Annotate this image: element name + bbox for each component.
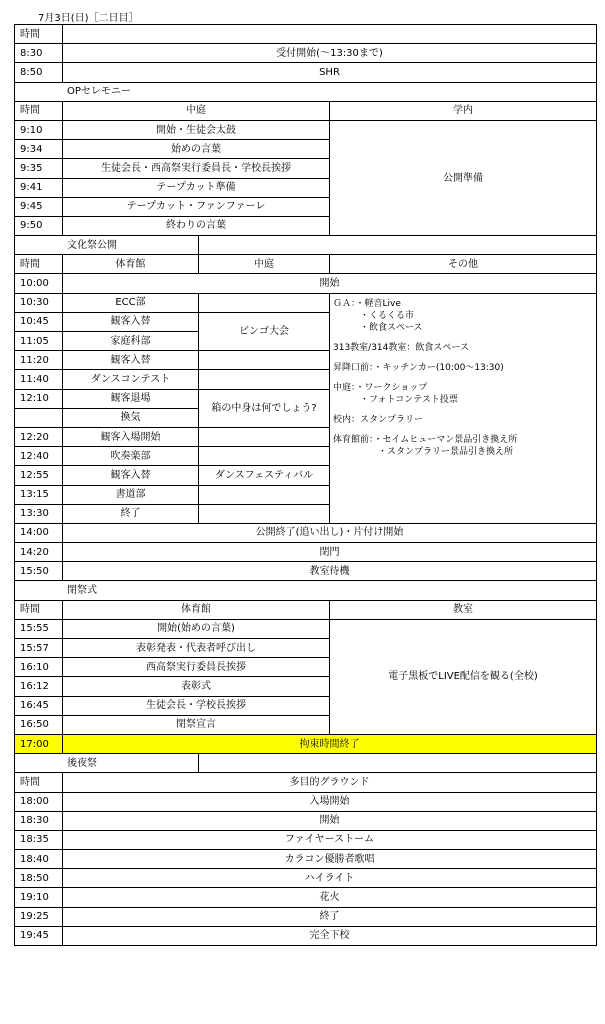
column-header: 体育館 [63, 600, 330, 619]
time-cell: 9:41 [15, 178, 63, 197]
time-cell: 19:45 [15, 926, 63, 945]
empty-cell [63, 25, 597, 44]
time-cell: 11:40 [15, 370, 63, 389]
empty-cell [199, 427, 330, 446]
event-cell: 公開終了(追い出し)・片付け開始 [63, 523, 597, 542]
event-cell: 観客入替 [63, 351, 199, 370]
event-cell: 開始・生徒会太鼓 [63, 120, 330, 139]
time-cell: 11:05 [15, 332, 63, 351]
table-header-row [15, 773, 597, 792]
table-row [15, 869, 597, 888]
empty-cell [199, 82, 597, 101]
table-row [15, 811, 597, 830]
courtyard-event-cell: 箱の中身は何でしょう? [199, 389, 330, 427]
time-cell: 19:10 [15, 888, 63, 907]
time-cell: 15:57 [15, 639, 63, 658]
time-cell: 16:10 [15, 658, 63, 677]
column-header: 教室 [330, 600, 597, 619]
event-cell: テープカット・ファンファーレ [63, 197, 330, 216]
event-cell: 花火 [63, 888, 597, 907]
time-cell: 8:30 [15, 44, 63, 63]
table-header-row [15, 600, 597, 619]
other-line: 313教室/314教室：飲食スペース [333, 342, 469, 353]
time-cell: 16:50 [15, 715, 63, 734]
section-row [15, 236, 597, 255]
event-cell: 観客入替 [63, 312, 199, 331]
event-cell: 表彰発表・代表者呼び出し [63, 639, 330, 658]
event-cell: ECC部 [63, 293, 199, 312]
event-cell: 換気 [63, 408, 199, 427]
event-cell: テープカット準備 [63, 178, 330, 197]
event-cell: ファイヤーストーム [63, 830, 597, 849]
time-cell: 13:30 [15, 504, 63, 523]
event-cell: 西高祭実行委員長挨拶 [63, 658, 330, 677]
event-cell: 観客入替 [63, 466, 199, 485]
event-cell: 観客退場 [63, 389, 199, 408]
table-row [15, 792, 597, 811]
time-header: 時間 [15, 101, 63, 120]
schedule-date: 7月3日(日)［二日目］ [38, 13, 139, 24]
highlight-row [15, 734, 597, 753]
time-cell: 10:45 [15, 312, 63, 331]
event-cell: 完全下校 [63, 926, 597, 945]
time-cell: 17:00 [15, 734, 63, 753]
time-header: 時間 [15, 600, 63, 619]
empty-cell [199, 447, 330, 466]
event-cell: 開始(始めの言葉) [63, 619, 330, 638]
courtyard-event-cell: ダンスフェスティバル [199, 466, 330, 485]
column-header: 体育館 [63, 255, 199, 274]
empty-cell [199, 754, 597, 773]
event-cell: 閉門 [63, 543, 597, 562]
event-cell: 生徒会長・学校長挨拶 [63, 696, 330, 715]
column-header: 学内 [330, 101, 597, 120]
event-cell: 拘束時間終了 [63, 734, 597, 753]
table-header-row [15, 255, 597, 274]
section-row [15, 581, 597, 600]
table-row [15, 120, 597, 139]
event-cell: SHR [63, 63, 597, 82]
time-cell: 8:50 [15, 63, 63, 82]
time-cell: 12:40 [15, 447, 63, 466]
section-row [15, 754, 597, 773]
time-cell: 9:10 [15, 120, 63, 139]
empty-cell [199, 351, 330, 370]
section-title-closing: 閉祭式 [15, 581, 199, 600]
event-cell: 開始 [63, 811, 597, 830]
event-cell: 吹奏楽部 [63, 447, 199, 466]
event-cell: 入場開始 [63, 792, 597, 811]
table-row [15, 63, 597, 82]
time-cell: 10:30 [15, 293, 63, 312]
empty-cell [199, 293, 330, 312]
column-header: 中庭 [199, 255, 330, 274]
other-line: 体育館前：・セイムヒューマン景品引き換え所 [333, 434, 518, 445]
other-line: ・フォトコンテスト投票 [333, 394, 458, 405]
other-venues-cell [330, 293, 597, 523]
table-header-row [15, 101, 597, 120]
empty-cell [199, 236, 597, 255]
time-cell: 9:35 [15, 159, 63, 178]
schedule-table [14, 24, 597, 946]
time-cell: 18:50 [15, 869, 63, 888]
event-cell: 観客入場開始 [63, 427, 199, 446]
side-cell: 電子黒板でLIVE配信を観る(全校) [330, 619, 597, 734]
time-cell: 18:00 [15, 792, 63, 811]
time-cell: 12:10 [15, 389, 63, 408]
other-line: ＧＡ：・軽音Live [333, 298, 401, 309]
table-row [15, 926, 597, 945]
time-header: 時間 [15, 773, 63, 792]
other-line: ・くるくる市 [333, 310, 415, 321]
event-cell: カラコン優勝者歌唱 [63, 850, 597, 869]
event-cell: ハイライト [63, 869, 597, 888]
other-line: 昇降口前：・キッチンカー(10:00〜13:30) [333, 362, 504, 373]
time-cell: 10:00 [15, 274, 63, 293]
event-cell: 表彰式 [63, 677, 330, 696]
table-row [15, 293, 597, 312]
table-row [15, 274, 597, 293]
time-cell: 13:15 [15, 485, 63, 504]
table-row [15, 523, 597, 542]
table-row [15, 543, 597, 562]
empty-cell [199, 581, 597, 600]
time-header: 時間 [15, 25, 63, 44]
event-cell: 開始 [63, 274, 597, 293]
event-cell: 終わりの言葉 [63, 216, 330, 235]
event-cell: 終了 [63, 907, 597, 926]
event-cell: 受付開始(〜13:30まで) [63, 44, 597, 63]
time-cell: 12:55 [15, 466, 63, 485]
table-row [15, 25, 597, 44]
event-cell: 書道部 [63, 485, 199, 504]
time-cell: 9:50 [15, 216, 63, 235]
table-row [15, 44, 597, 63]
column-header: その他 [330, 255, 597, 274]
time-cell: 16:12 [15, 677, 63, 696]
table-row [15, 907, 597, 926]
column-header: 中庭 [63, 101, 330, 120]
time-cell: 9:34 [15, 140, 63, 159]
time-cell: 14:00 [15, 523, 63, 542]
time-cell: 12:20 [15, 427, 63, 446]
empty-cell [199, 370, 330, 389]
event-cell: 教室待機 [63, 562, 597, 581]
section-title-festival: 文化祭公開 [15, 236, 199, 255]
section-row [15, 82, 597, 101]
other-line: 中庭：・ワークショップ [333, 382, 428, 393]
event-cell: 始めの言葉 [63, 140, 330, 159]
empty-cell [199, 504, 330, 523]
other-line: ・飲食スペース [333, 322, 423, 333]
table-row [15, 850, 597, 869]
table-row [15, 888, 597, 907]
section-title-night: 後夜祭 [15, 754, 199, 773]
column-header: 多目的グラウンド [63, 773, 597, 792]
time-cell: 18:35 [15, 830, 63, 849]
event-cell: ダンスコンテスト [63, 370, 199, 389]
time-cell: 15:55 [15, 619, 63, 638]
time-cell: 16:45 [15, 696, 63, 715]
side-cell: 公開準備 [330, 120, 597, 235]
courtyard-event-cell: ビンゴ大会 [199, 312, 330, 350]
table-row [15, 830, 597, 849]
event-cell: 終了 [63, 504, 199, 523]
time-cell: 9:45 [15, 197, 63, 216]
event-cell: 生徒会長・西高祭実行委員長・学校長挨拶 [63, 159, 330, 178]
time-cell: 18:40 [15, 850, 63, 869]
time-cell: 15:50 [15, 562, 63, 581]
section-title-op: OPセレモニー [15, 82, 199, 101]
time-cell: 19:25 [15, 907, 63, 926]
event-cell: 家庭科部 [63, 332, 199, 351]
time-cell [15, 408, 63, 427]
event-cell: 閉祭宣言 [63, 715, 330, 734]
time-cell: 14:20 [15, 543, 63, 562]
time-header: 時間 [15, 255, 63, 274]
other-line: 校内：スタンプラリー [333, 414, 424, 425]
time-cell: 11:20 [15, 351, 63, 370]
empty-cell [199, 485, 330, 504]
other-line: ・スタンプラリー景品引き換え所 [333, 446, 514, 457]
table-row [15, 562, 597, 581]
table-row [15, 619, 597, 638]
time-cell: 18:30 [15, 811, 63, 830]
